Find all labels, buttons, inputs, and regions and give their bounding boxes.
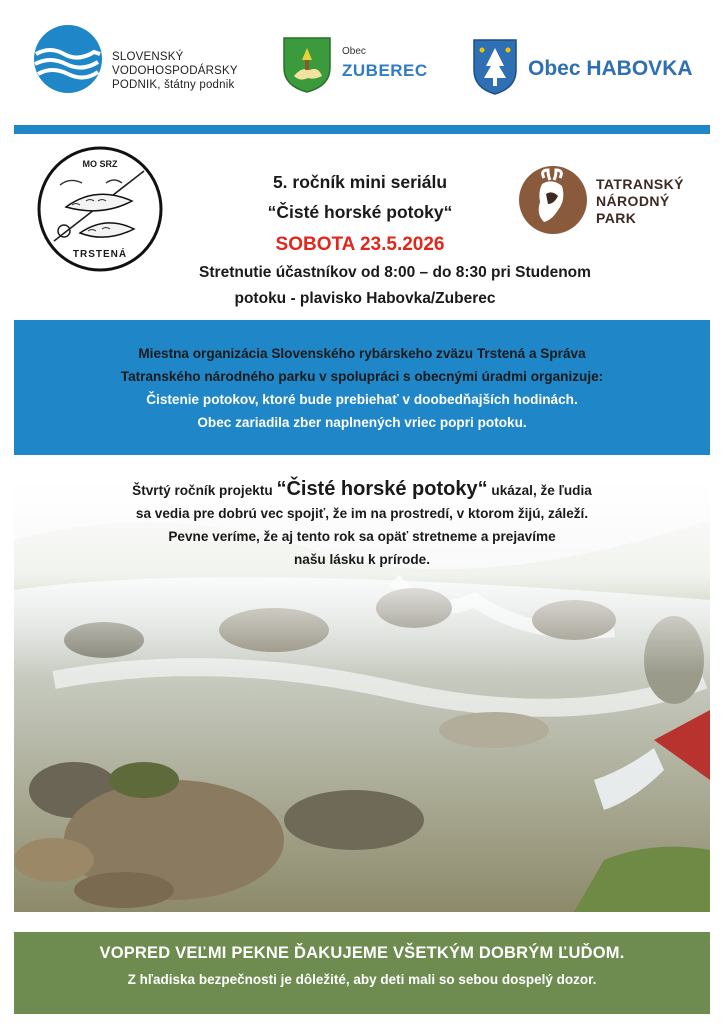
habovka-logo — [470, 38, 710, 98]
lead-line-4: našu lásku k prírode. — [294, 552, 430, 567]
lead-post: ukázal, že ľudia — [487, 483, 592, 498]
zuberec-logo — [282, 36, 442, 96]
project-lead-paragraph — [60, 478, 664, 571]
mo-srz-logo — [36, 145, 164, 273]
lead-line-2: sa vedia pre dobrú vec spojiť, že im na prostredí, v ktorom žijú, záleží. — [135, 506, 589, 521]
svp-wave-icon — [32, 24, 104, 94]
tnp-logo — [518, 164, 708, 238]
lead-pre: Štvrtý ročník projektu — [132, 483, 277, 498]
safety-note: Z hľadiska bezpečnosti je dôležité, aby deti mali so sebou dospelý dozor. — [127, 972, 597, 987]
thanks-message: VOPRED VEĽMI PEKNE ĎAKUJEME VŠETKÝM DOBRÝM ĽUĎOM. — [99, 944, 625, 962]
header-divider — [14, 125, 710, 134]
habovka-crest-icon — [472, 38, 518, 96]
lead-project-name: “Čisté horské potoky“ — [276, 478, 488, 500]
tnp-line-3: PARK — [596, 210, 637, 226]
lead-line-3: Pevne veríme, že aj tento rok sa opäť stretneme a prejavíme — [168, 529, 556, 544]
info-line-4: Obec zariadila zber naplnených vriec popri potoku. — [197, 415, 527, 430]
svp-line-3: PODNIK, štátny podnik — [112, 79, 235, 91]
footer-thanks-bar — [14, 932, 710, 1014]
chamois-icon — [518, 164, 588, 236]
lead-line-1 — [60, 478, 664, 502]
info-line-3: Čistenie potokov, ktoré bude prebiehať v doobedňajších hodinách. — [146, 392, 578, 407]
tnp-line-2: NÁRODNÝ — [596, 193, 670, 209]
info-line-1: Miestna organizácia Slovenského rybárskeho zväzu Trstená a Správa — [138, 346, 586, 361]
svp-line-1: SLOVENSKÝ — [112, 51, 184, 63]
mo-srz-label: MO SRZ — [82, 159, 118, 169]
svp-logo — [32, 24, 262, 96]
zuberec-name: ZUBEREC — [342, 61, 428, 80]
event-name: “Čisté horské potoky“ — [267, 202, 453, 222]
trstena-label: TRSTENÁ — [72, 249, 128, 260]
zuberec-crest-icon — [282, 36, 332, 94]
meeting-info-line-1: Stretnutie účastníkov od 8:00 – do 8:30 pri Studenom — [199, 264, 591, 281]
tnp-line-1: TATRANSKÝ — [596, 176, 684, 192]
organizer-info-box — [14, 320, 710, 455]
habovka-name: Obec HABOVKA — [528, 57, 693, 80]
event-date: SOBOTA 23.5.2026 — [275, 234, 445, 255]
meeting-info-line-2: potoku - plavisko Habovka/Zuberec — [234, 290, 496, 307]
event-series-title: 5. ročník mini seriálu — [272, 172, 448, 192]
info-line-2: Tatranského národného parku v spolupráci s obecnými úradmi organizuje: — [120, 369, 604, 384]
svp-line-2: VODOHOSPODÁRSKY — [112, 65, 238, 77]
zuberec-obec-label: Obec — [342, 46, 366, 57]
